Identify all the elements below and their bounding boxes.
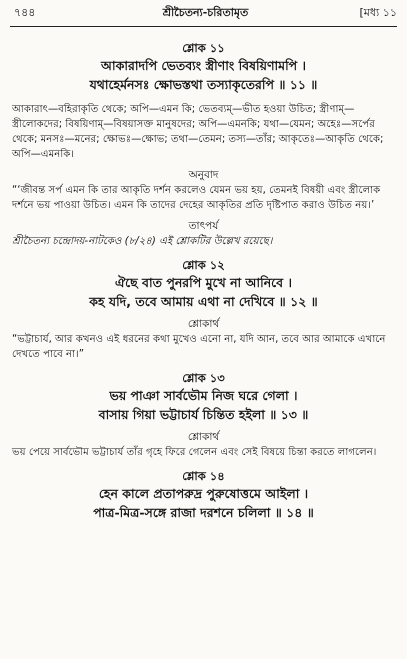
meaning-text: ভয় পেয়ে সার্বভৌম ভট্টাচার্য তাঁর গৃহে ফিরে গেলেন এবং সেই বিষয়ে চিন্তা করতে লাগলেন। [12, 447, 377, 458]
page-number: ৭৪৪ [14, 6, 36, 19]
shloka-heading: শ্লোক ১২ [182, 258, 225, 272]
verse-line: কহ যদি, তবে আমায় এথা না দেখিবে ॥ ১২ ॥ [89, 294, 318, 309]
shloka-heading: শ্লোক ১৩ [182, 371, 225, 385]
verse-line: আকারাদপি ভেতব্যং স্ত্রীণাং বিষয়িণামপি । [101, 58, 306, 73]
purport-text: শ্রীচৈতন্য চন্দ্রোদয়-নাটকেও (৮/২৪) এই শ্লোকটির উল্লেখ রয়েছে। [12, 236, 273, 247]
shloka-heading: শ্লোক ১১ [182, 41, 225, 55]
purport-label: তাৎপর্য [188, 220, 219, 232]
verse-line: হেন কালে প্রতাপরুদ্র পুরুষোত্তমে আইলা । [98, 486, 309, 501]
shloka-heading: শ্লোক ১৪ [182, 469, 225, 483]
word-meanings: আকারাৎ—বহিরাকৃতি থেকে; অপি—এমন কি; ভেতব্যম্—ভীত হওয়া উচিত; স্ত্রীণাম্—স্ত্রীলোকদের; বিষয়িণাম্—বিষয়াসক্ত মানুষদের; অপি—এমনকি; যথা—যেমন; অহেঃ—সর্পের থেকে; মনসঃ—মনের; ক্ষোভঃ—ক্ষোভ; তথা—তেমন; তস্য—তাঁর; আকৃতেঃ—আকৃতি থেকে; অপি—এমনকি। [12, 104, 384, 160]
page-body [12, 32, 395, 522]
chapter-marker: [মধ্য ১১ [359, 6, 397, 19]
verse-line: ঐছে বাত পুনরপি মুখে না আনিবে । [115, 275, 292, 290]
running-title: শ্রীচৈতন্য-চরিতামৃত [162, 6, 249, 19]
page-header [14, 4, 397, 22]
meaning-label: শ্লোকার্থ [187, 318, 220, 330]
header-rule [10, 26, 397, 27]
translation-label: অনুবাদ [188, 169, 219, 181]
meaning-text: “ভট্টাচার্য, আর কখনও এই ধরনের কথা মুখেও এনো না, যদি আন, তবে আর আমাকে এখানে দেখতে পাবে না।” [12, 334, 386, 360]
translation-text: “‘জীবন্ত সর্প এমন কি তার আকৃতি দর্শন করলেও যেমন ভয় হয়, তেমনই বিষয়ী এবং স্ত্রীলোক দর্শনে ভয় পাওয়া উচিত। এমন কি তাদের দেহের আকৃতির প্রতি দৃষ্টিপাত করাও উচিত নয়।’ [12, 185, 381, 211]
verse-line: বাসায় গিয়া ভট্টাচার্য চিন্তিত হইলা ॥ ১৩ ॥ [98, 407, 309, 422]
verse-line: পাত্র-মিত্র-সঙ্গে রাজা দরশনে চলিলা ॥ ১৪ ॥ [93, 505, 314, 520]
verse-line: যথাহের্মনসঃ ক্ষোভস্তথা তস্যাকৃতেরপি ॥ ১১ ॥ [89, 77, 318, 92]
meaning-label: শ্লোকার্থ [187, 431, 220, 443]
verse-line: ভয় পাঞা সার্বভৌম নিজ ঘরে গেলা । [109, 388, 298, 403]
